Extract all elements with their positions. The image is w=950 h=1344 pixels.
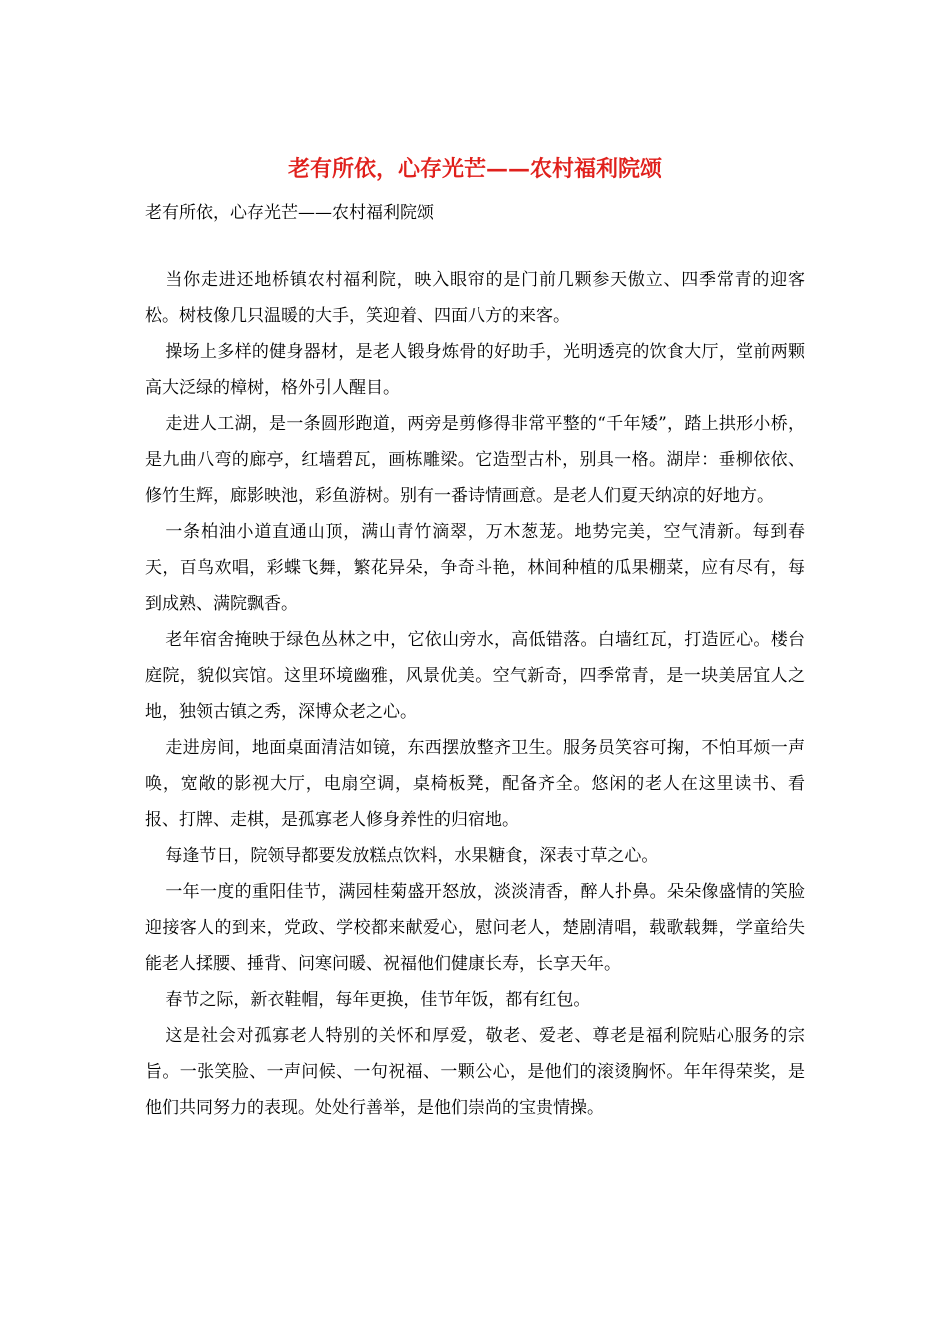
paragraph: 一年一度的重阳佳节，满园桂菊盛开怒放，淡淡清香，醉人扑鼻。朵朵像盛情的笑脸迎接客人的到来，党政、学校都来献爱心，慰问老人，楚剧清唱，载歌载舞，学童给失能老人揉腰、捶背、问寒问暖、祝福他们健康长寿，长享天年。 [145, 882, 805, 974]
document-title: 老有所依，心存光芒——农村福利院颂 [287, 156, 662, 182]
paragraph: 这是社会对孤寡老人特别的关怀和厚爱，敬老、爱老、尊老是福利院贴心服务的宗旨。一张笑脸、一声问候、一句祝福、一颗公心，是他们的滚烫胸怀。年年得荣奖，是他们共同努力的表现。处处行善举，是他们崇尚的宝贵情操。 [145, 1026, 805, 1118]
paragraph: 当你走进还地桥镇农村福利院，映入眼帘的是门前几颗参天傲立、四季常青的迎客松。树枝像几只温暖的大手，笑迎着、四面八方的来客。 [145, 270, 805, 326]
document-subtitle: 老有所依，心存光芒——农村福利院颂 [145, 203, 434, 223]
paragraph: 春节之际，新衣鞋帽，每年更换，佳节年饭，都有红包。 [165, 990, 591, 1010]
paragraph: 操场上多样的健身器材，是老人锻身炼骨的好助手，光明透亮的饮食大厅，堂前两颗高大泛绿的樟树，格外引人醒目。 [145, 342, 805, 398]
paragraph: 一条柏油小道直通山顶，满山青竹滴翠，万木葱茏。地势完美，空气清新。每到春天，百鸟欢唱，彩蝶飞舞，繁花异朵，争奇斗艳，林间种植的瓜果棚菜，应有尽有，每到成熟、满院飘香。 [145, 522, 805, 614]
document-body [145, 262, 805, 1126]
paragraph: 走进房间，地面桌面清洁如镜，东西摆放整齐卫生。服务员笑容可掬，不怕耳烦一声唤，宽敞的影视大厅，电扇空调，桌椅板凳，配备齐全。悠闲的老人在这里读书、看报、打牌、走棋，是孤寡老人修身养性的归宿地。 [145, 738, 805, 830]
paragraph: 老年宿舍掩映于绿色丛林之中，它依山旁水，高低错落。白墙红瓦，打造匠心。楼台庭院，貌似宾馆。这里环境幽雅，风景优美。空气新奇，四季常青，是一块美居宜人之地，独领古镇之秀，深博众老之心。 [145, 630, 805, 722]
paragraph: 走进人工湖，是一条圆形跑道，两旁是剪修得非常平整的“千年矮”，踏上拱形小桥，是九曲八弯的廊亭，红墙碧瓦，画栋雕梁。它造型古朴，别具一格。湖岸：垂柳依依、修竹生辉，廊影映池，彩鱼游树。别有一番诗情画意。是老人们夏天纳凉的好地方。 [145, 414, 805, 506]
paragraph: 每逢节日，院领导都要发放糕点饮料，水果糖食，深表寸草之心。 [165, 846, 659, 866]
